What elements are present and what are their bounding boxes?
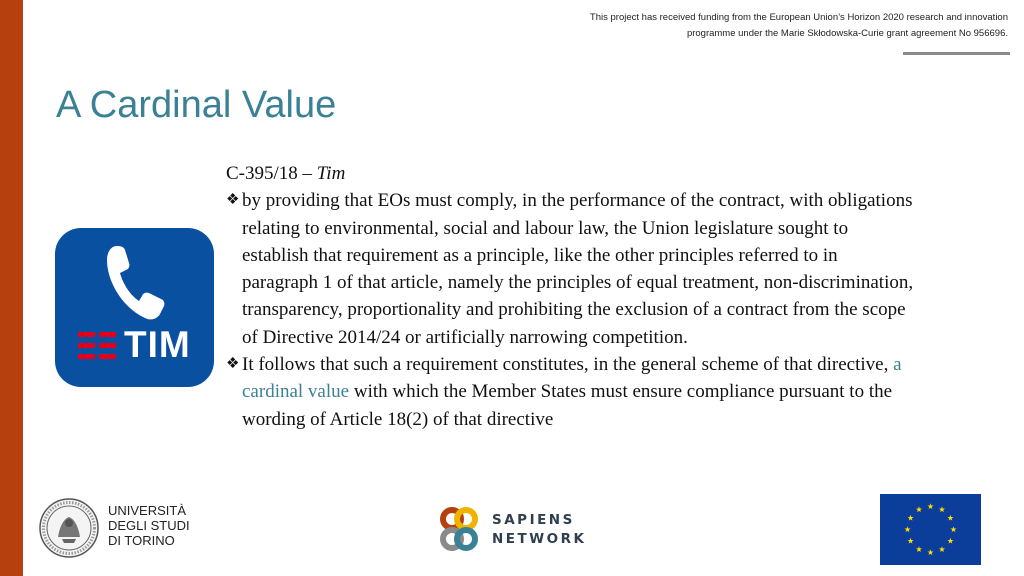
bullet-text-after: with which the Member States must ensure compliance pursuant to the wording of Article 18(2) of that directive (242, 381, 893, 430)
eu-star (908, 515, 914, 521)
tim-logo (55, 228, 214, 387)
eu-star (908, 538, 914, 544)
case-name: Tim (316, 163, 346, 184)
slide-body (226, 160, 916, 433)
case-number: C-395/18 – (226, 163, 317, 184)
sapiens-wordmark-line: NETWORK (492, 531, 587, 547)
eu-star (939, 506, 945, 512)
sapiens-infinity-icon (436, 505, 484, 555)
sapiens-wordmark-line: SAPIENS (492, 512, 575, 528)
header-divider (903, 52, 1010, 55)
university-name (108, 503, 228, 548)
eu-star (947, 538, 953, 544)
left-accent-bar (0, 0, 23, 576)
eu-star (927, 549, 933, 555)
funding-line-2: programme under the Marie Skłodowska-Curie grant agreement No 956696. (686, 28, 1008, 39)
funding-line-1: This project has received funding from the European Union’s Horizon 2020 research and innovation (589, 12, 1008, 23)
university-name-line: DEGLI STUDI (108, 518, 190, 533)
slide-title: A Cardinal Value (56, 84, 337, 126)
case-heading (226, 160, 916, 187)
bullet-item (226, 351, 916, 433)
eu-star (916, 546, 922, 552)
eu-star (939, 546, 945, 552)
eu-flag (880, 494, 981, 565)
cardinal-value-highlight: a cardinal value (242, 354, 902, 403)
bullet-text: by providing that EOs must comply, in the performance of the contract, with obligations relating to environmental, social and labour law, the Union legislature sought to establish that requirement as a principle, like the other principles referred to in paragraph 1 of that article, namely the principles of equal treatment, non-discrimination, transparency, proportionality and prohibiting the exclusion of a contract from the scope of Directive 2014/24 or artificially narrowing competition. (242, 190, 914, 348)
university-seal-icon (38, 497, 100, 559)
eu-star (916, 506, 922, 512)
diamond-bullet-icon: ❖ (226, 192, 240, 209)
university-name-line: DI TORINO (108, 533, 175, 548)
eu-star (947, 515, 953, 521)
tim-bars-icon (78, 332, 118, 360)
eu-stars-icon (880, 494, 981, 565)
eu-star (927, 503, 933, 509)
funding-notice (488, 10, 1008, 42)
phone-icon (103, 242, 167, 322)
eu-star (950, 526, 956, 532)
bullet-text-before: It follows that such a requirement constitutes, in the general scheme of that directive, (242, 354, 894, 376)
eu-star (904, 526, 910, 532)
university-name-line: UNIVERSITÀ (108, 503, 187, 518)
sapiens-wordmark (492, 511, 612, 549)
tim-wordmark: TIM (124, 324, 191, 365)
bullet-item (226, 187, 916, 351)
diamond-bullet-icon: ❖ (226, 356, 240, 373)
